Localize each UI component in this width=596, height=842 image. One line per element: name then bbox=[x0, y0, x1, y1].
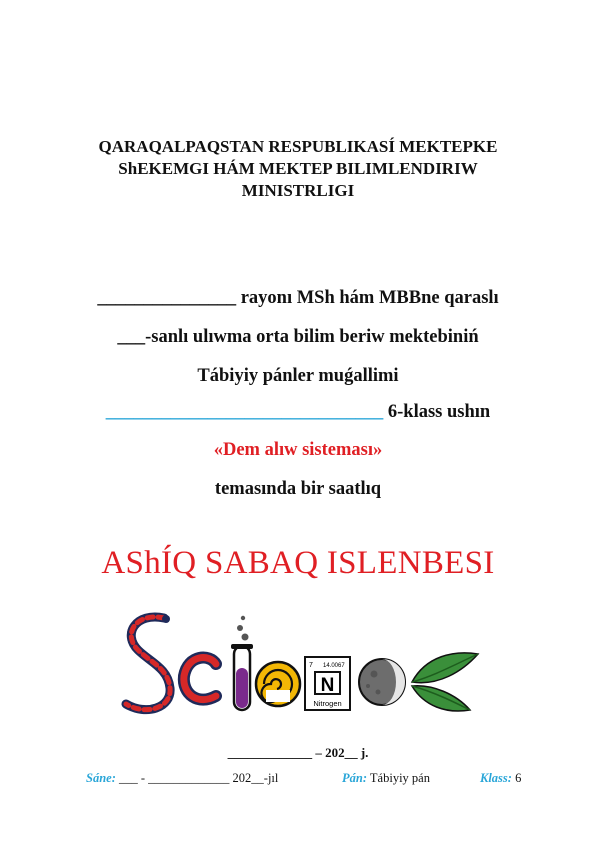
district-blank[interactable]: _______________ bbox=[97, 288, 237, 308]
leaves-icon bbox=[412, 653, 478, 711]
ministry-line-1: QARAQALPAQSTAN RESPUBLIKASÍ MEKTEPKE bbox=[98, 137, 498, 156]
page-title: AShÍQ SABAQ ISLENBESI bbox=[101, 545, 495, 581]
element-name: Nitrogen bbox=[313, 699, 342, 708]
date-value[interactable]: ___ - _____________ 202__-jıl bbox=[119, 771, 279, 785]
element-mass: 14.0067 bbox=[323, 663, 345, 669]
class-value: 6 bbox=[515, 771, 522, 785]
class-label: Klass: bbox=[480, 771, 512, 785]
nitrogen-tile-icon bbox=[305, 657, 350, 710]
date-line[interactable]: _____________ – 202__ j. bbox=[227, 745, 369, 760]
footer-class bbox=[480, 771, 521, 786]
district-line bbox=[0, 288, 596, 309]
element-number: 7 bbox=[309, 662, 313, 669]
district-text: rayonı MSh hám MBBne qaraslı bbox=[236, 288, 499, 308]
teacher-role: Tábiyiy pánler muǵallimi bbox=[197, 366, 399, 386]
school-blank[interactable]: ___ bbox=[117, 327, 146, 347]
ministry-heading bbox=[0, 136, 596, 202]
school-text: -sanlı ulıwma orta bilim beriw mektebiniń bbox=[145, 327, 479, 347]
ammonite-icon bbox=[256, 662, 300, 706]
lesson-topic: «Dem alıw sisteması» bbox=[213, 440, 383, 460]
ministry-line-3: MINISTRLIGI bbox=[241, 181, 355, 200]
science-logo bbox=[116, 610, 480, 722]
subject-value: Tábiyiy pán bbox=[369, 771, 430, 785]
footer-date bbox=[86, 771, 278, 786]
date-label: Sáne: bbox=[86, 771, 116, 785]
school-line bbox=[0, 327, 596, 348]
ministry-line-2: ShEKEMGI HÁM MEKTEP BILIMLENDIRIW bbox=[118, 159, 478, 178]
test-tube-icon bbox=[231, 616, 253, 710]
class-text: 6-klass ushın bbox=[383, 402, 491, 422]
teacher-line bbox=[0, 402, 596, 423]
lesson-topic-suffix: temasında bir saatlıq bbox=[214, 479, 382, 499]
teacher-blank[interactable]: ______________________________ bbox=[105, 402, 384, 422]
moon-icon bbox=[359, 659, 405, 705]
footer-subject bbox=[342, 771, 430, 786]
dna-s-icon bbox=[126, 615, 170, 710]
subject-label: Pán: bbox=[342, 771, 367, 785]
element-symbol: N bbox=[320, 675, 335, 696]
